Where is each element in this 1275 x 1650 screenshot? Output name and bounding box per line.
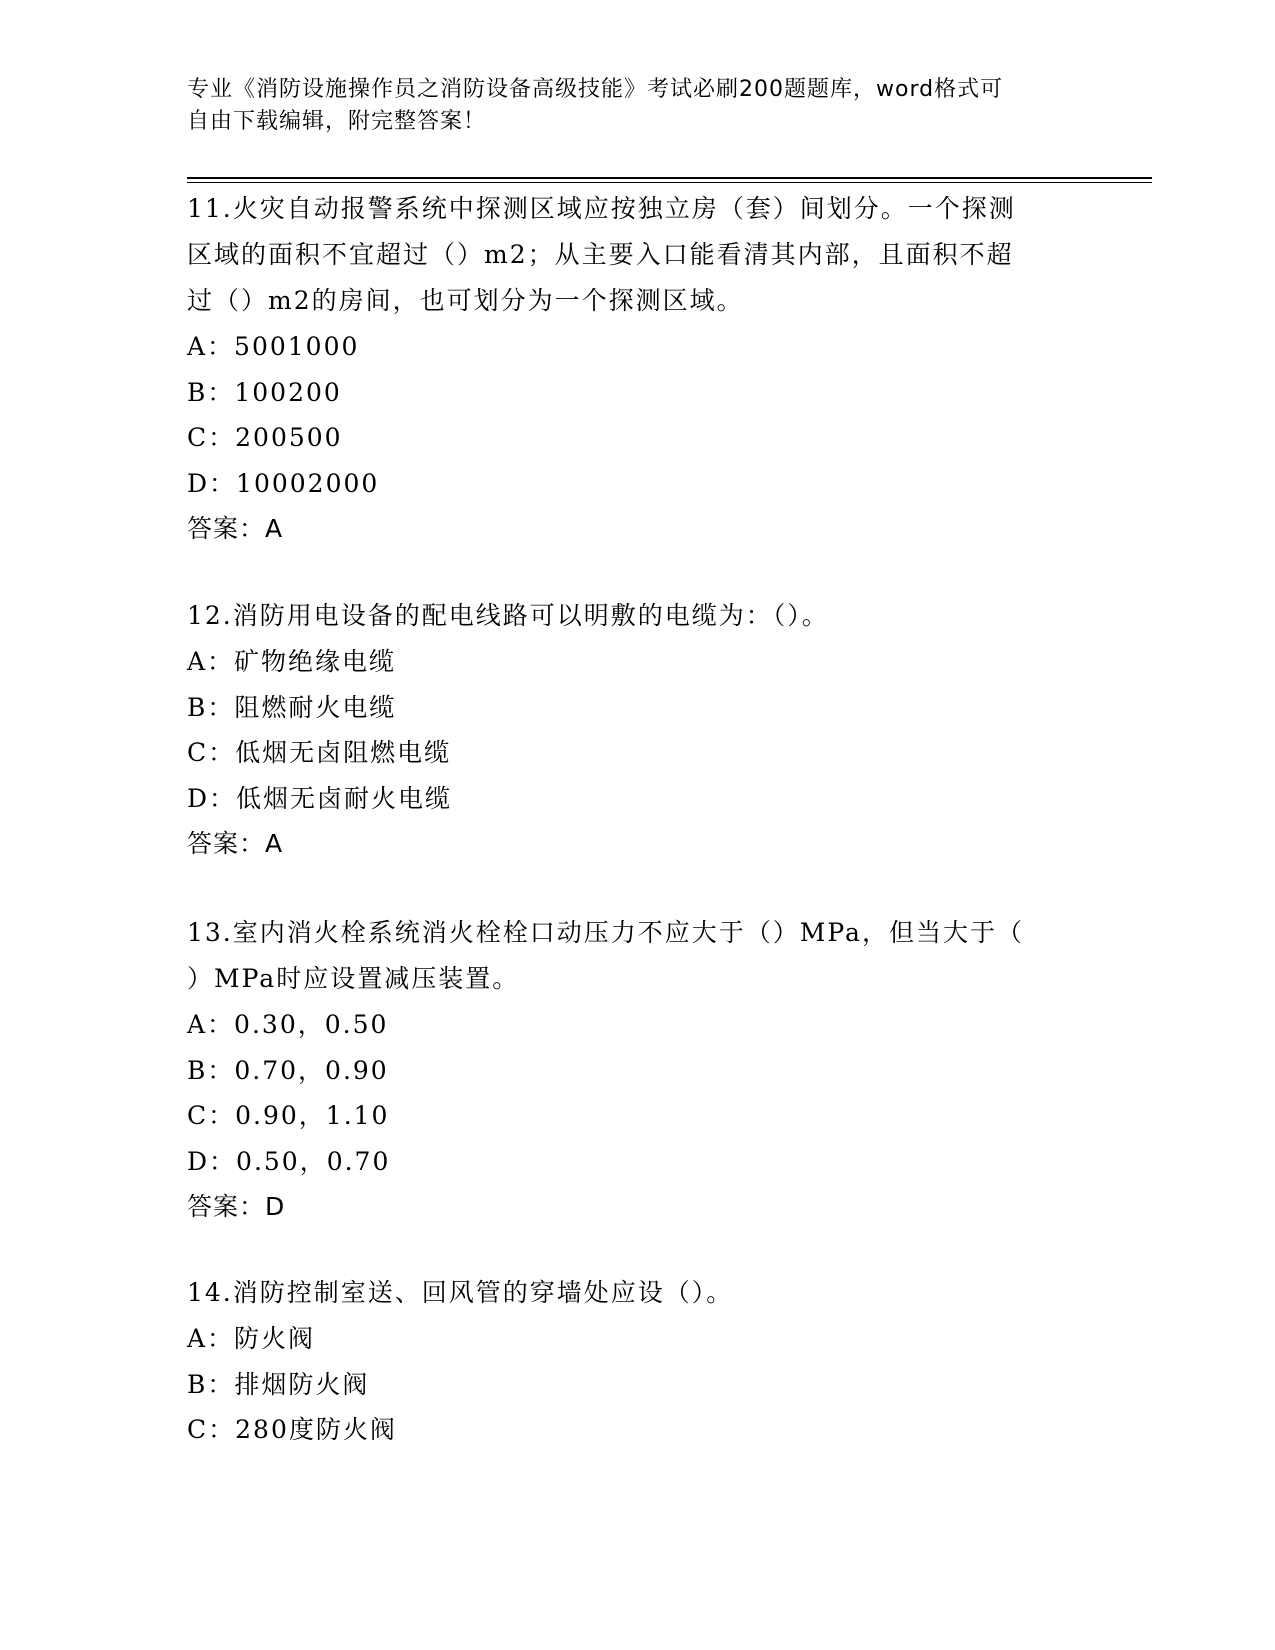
option-c: C：0.90，1.10 bbox=[187, 1101, 390, 1130]
option-c: C：200500 bbox=[187, 423, 343, 452]
question-11 bbox=[187, 186, 1067, 551]
header-line-1: 专业《消防设施操作员之消防设备高级技能》考试必刷200题题库，word格式可 bbox=[187, 77, 1004, 102]
header-line-2: 自由下载编辑，附完整答案！ bbox=[187, 109, 487, 134]
question-text-line: 12.消防用电设备的配电线路可以明敷的电缆为：（）。 bbox=[187, 601, 829, 630]
question-text-line: 区域的面积不宜超过（）m2；从主要入口能看清其内部，且面积不超 bbox=[187, 240, 1014, 269]
option-d: D：0.50，0.70 bbox=[187, 1146, 391, 1176]
option-b: B：排烟防火阀 bbox=[187, 1369, 370, 1399]
answer-label: 答案：D bbox=[187, 1192, 286, 1221]
question-text-line: 过（）m2的房间，也可划分为一个探测区域。 bbox=[187, 286, 744, 315]
question-text-line: 14.消防控制室送、回风管的穿墙处应设（）。 bbox=[187, 1278, 734, 1307]
option-c: C：280度防火阀 bbox=[187, 1415, 397, 1444]
option-d: D：10002000 bbox=[187, 468, 380, 498]
document-header bbox=[187, 74, 1067, 138]
option-c: C：低烟无卤阻燃电缆 bbox=[187, 738, 452, 767]
answer-label: 答案：A bbox=[187, 514, 284, 543]
question-text-line: 13.室内消火栓系统消火栓栓口动压力不应大于（）MPa，但当大于（ bbox=[187, 918, 1024, 947]
question-text-line: ）MPa时应设置减压装置。 bbox=[187, 964, 520, 993]
option-a: A：矿物绝缘电缆 bbox=[187, 647, 397, 676]
header-divider-thin bbox=[187, 182, 1152, 183]
question-text-line: 11.火灾自动报警系统中探测区域应按独立房（套）间划分。一个探测 bbox=[187, 194, 1016, 223]
option-b: B：0.70，0.90 bbox=[187, 1055, 389, 1085]
option-a: A：5001000 bbox=[187, 332, 360, 361]
option-a: A：防火阀 bbox=[187, 1324, 316, 1353]
question-12 bbox=[187, 593, 1067, 866]
question-14 bbox=[187, 1270, 1067, 1453]
option-a: A：0.30，0.50 bbox=[187, 1010, 389, 1039]
option-b: B：阻燃耐火电缆 bbox=[187, 692, 397, 722]
question-13 bbox=[187, 910, 1067, 1229]
option-b: B：100200 bbox=[187, 377, 342, 407]
header-divider-thick bbox=[187, 177, 1152, 179]
answer-label: 答案：A bbox=[187, 829, 284, 858]
option-d: D：低烟无卤耐火电缆 bbox=[187, 783, 453, 813]
